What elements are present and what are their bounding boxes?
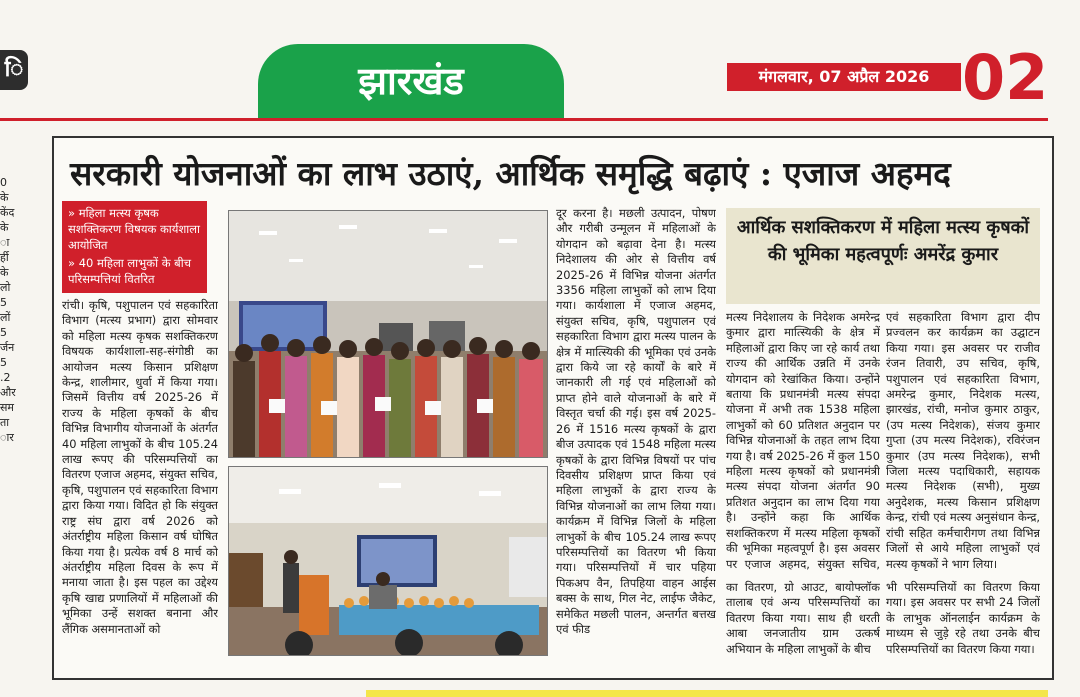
previous-column-fragment: र्जन bbox=[0, 341, 15, 354]
previous-column-fragment: केंद bbox=[0, 206, 15, 219]
highlight-item: » महिला मत्स्य कृषक सशक्तिकरण विषयक कार्यशाला आयोजित bbox=[68, 206, 201, 252]
highlight-item: » 40 महिला लाभुकों के बीच परिसम्पत्तियां वितरित bbox=[68, 256, 192, 286]
next-article-strip bbox=[366, 690, 1048, 697]
previous-column-fragment: लों bbox=[0, 311, 11, 324]
previous-column-fragment: ा bbox=[0, 236, 10, 249]
previous-column-fragment: के bbox=[0, 266, 9, 279]
previous-column-fragment: 5 bbox=[0, 326, 7, 339]
previous-column-fragment: 5 bbox=[0, 356, 7, 369]
stage-event-photo bbox=[228, 466, 548, 656]
article-headline: सरकारी योजनाओं का लाभ उठाएं, आर्थिक समृद्धि बढ़ाएं : एजाज अहमद bbox=[70, 154, 951, 193]
article-column-1: रांची। कृषि, पशुपालन एवं सहकारिता विभाग (मत्स्य प्रभाग) द्वारा सोमवार को महिला मत्स्य कृषक सशक्तिकरण विषयक कार्यशाला-सह-संगोष्ठी का आयोजन मत्स्य किसान प्रशिक्षण केन्द्र, शालीमार, धुर्वा में किया गया। जिसमें वित्तीय वर्ष 2025-26 में राज्य के महिला कृषकों के बीच विभिन्न विभागीय योजनाओं के अंतर्गत 40 महिला लाभुकों के बीच 105.24 लाख रूपए की परिसम्पत्तियों का वितरण एजाज अहमद, संयुक्त सचिव, कृषि, पशुपालन एवं सहकारिता विभाग द्वारा किया गया। विदित हो कि संयुक्त राष्ट्र संघ द्वारा वर्ष 2026 को अंतर्राष्ट्रीय महिला किसान वर्ष घोषित किया गया है। प्रत्येक वर्ष 8 मार्च को अंतर्राष्ट्रीय महिला दिवस के रूप में मनाया जाता है। इस पहल का उद्देश्य कृषि खाद्य प्रणालियों में महिलाओं की भूमिका उन्हें सशक्त बनाना और लैंगिक असमानताओं को bbox=[62, 298, 218, 636]
previous-column-fragment: ार bbox=[0, 431, 14, 444]
previous-column-fragment: के bbox=[0, 221, 9, 234]
previous-column-fragment: ता bbox=[0, 416, 10, 429]
article-column-3: दूर करना है। मछली उत्पादन, पोषण और गरीबी उन्मूलन में महिलाओं के योगदान को बढ़ावा देना है। मत्स्य निदेशालय की ओर से वित्तीय वर्ष 2025-26 में विभिन्न योजना अंतर्गत 3356 महिला लाभुकों को लाभ दिया गया। कार्यशाला में एजाज अहमद, संयुक्त सचिव, कृषि, पशुपालन एवं सहकारिता विभाग द्वारा मत्स्य पालन के क्षेत्र में मात्स्यिकी की भूमिका एवं उनके द्वारा किये जा रहे कार्यों के बारे में जानकारी ली गई एवं महिलाओं को प्राप्त होने वाले योजनाओं के बारे में विस्तृत चर्चा की गई। इस वर्ष 2025-26 में 1516 मत्स्य कृषकों के द्वारा बीज उत्पादक एवं 1548 महिला मत्स्य कृषकों के द्वारा विभिन्न विषयों पर पांच दिवसीय प्रशिक्षण प्राप्त किया एवं महिला लाभुकों के द्वारा राज्य के विभिन्न योजनाओं का लाभ लिया गया। कार्यक्रम में विभिन्न जिलों के महिला लाभुकों के बीच 105.24 लाख रूपए परिसम्पत्तियों का वितरण भी किया गया। परिसम्पत्तियों में चार पहिया पिकअप वैन, तिपहिया वाहन आईस बक्स के साथ, गिल नेट, लाईफ जैकेट, समेकित मछली पालन, अन्तर्गत बत्तख एवं फीड bbox=[556, 206, 716, 636]
sidebar-headline: आर्थिक सशक्तिकरण में महिला मत्स्य कृषकों की भूमिका महत्वपूर्णः अमरेंद्र कुमार bbox=[726, 208, 1040, 304]
previous-column-fragment: 5 bbox=[0, 296, 7, 309]
previous-column-fragment: के bbox=[0, 191, 9, 204]
issue-date: मंगलवार, 07 अप्रैल 2026 bbox=[727, 63, 961, 91]
previous-column-fragment: .2 bbox=[0, 371, 11, 384]
previous-column-fragment: और bbox=[0, 386, 16, 399]
previous-column-fragment: सम bbox=[0, 401, 15, 414]
previous-column-fragment: 0 bbox=[0, 176, 7, 189]
previous-column-fragment: र्ही bbox=[0, 251, 9, 264]
page-number: 02 bbox=[962, 41, 1049, 114]
photo-image bbox=[229, 211, 547, 457]
article-column-5: एवं सहकारिता विभाग द्वारा दीप प्रज्वलन कर कार्यक्रम का उद्घाटन किया गया। इस अवसर पर राजीव रंजन तिवारी, उप सचिव, कृषि, पशुपालन एवं सहकारिता विभाग, अमरेन्द्र कुमार, निदेशक मत्स्य, झारखंड, रांची, मनोज कुमार ठाकुर, (उप मत्स्य निदेशक), संजय कुमार गुप्ता (उप मत्स्य निदेशक), रविरंजन कुमार (उप मत्स्य निदेशक), सभी जिला मत्स्य पदाधिकारी, सहायक मत्स्य निदेशक (सभी), मुख्य अनुदेशक, मत्स्य किसान प्रशिक्षण केन्द्र, रांची एवं मत्स्य अनुसंधान केन्द्र, रांची सहित कर्मचारीगण तथा विभिन्न जिलों से आये महिला लाभुकों एवं मत्स्य कृषकों ने भाग लिया। bbox=[886, 310, 1040, 571]
section-title: झारखंड bbox=[258, 44, 564, 118]
highlights-box bbox=[62, 201, 207, 293]
article-column-4-bottom: का वितरण, ग्रो आउट, बायोफ्लॉक तालाब एवं अन्य परिसम्पत्तियों का वितरण किया गया। साथ ही धरती आबा जनजातीय ग्राम उत्कर्ष अभियान के महिला लाभुकों के बीच bbox=[726, 580, 880, 656]
article-column-5-bottom: भी परिसम्पत्तियों का वितरण किया गया। इस अवसर पर सभी 24 जिलों के लाभुक ऑनलाईन कार्यक्रम के माध्यम से जुड़े रहे तथा उनके बीच परिसम्पत्तियों का वितरण किया गया। bbox=[886, 580, 1040, 656]
previous-page-tab: ि bbox=[0, 50, 28, 90]
masthead-rule bbox=[0, 118, 1048, 121]
article-column-4: मत्स्य निदेशालय के निदेशक अमरेन्द्र कुमार द्वारा मात्स्यिकी के क्षेत्र में महिलाओं द्वारा किए जा रहे कार्य तथा राज्य की आर्थिक उन्नति में उनके योगदान को रेखांकित किया। उन्होंने बताया कि प्रधानमंत्री मत्स्य संपदा योजना में अभी तक 1538 महिला लाभुकों को 60 प्रतिशत अनुदान पर विभिन्न योजनाओं के तहत लाभ दिया गया है। वर्ष 2025-26 में कुल 150 महिला मत्स्य कृषकों को प्रधानमंत्री मत्स्य संपदा योजना अंतर्गत 90 प्रतिशत अनुदान का लाभ दिया गया है। उन्होंने कहा कि आर्थिक सशक्तिकरण में मत्स्य महिला कृषकों की भूमिका महत्वपूर्ण है। इस अवसर पर एजाज अहमद, संयुक्त सचिव, bbox=[726, 310, 880, 571]
previous-article-column bbox=[0, 175, 24, 697]
previous-column-fragment: लो bbox=[0, 281, 11, 294]
workshop-group-photo bbox=[228, 210, 548, 458]
photo-image bbox=[229, 467, 547, 655]
